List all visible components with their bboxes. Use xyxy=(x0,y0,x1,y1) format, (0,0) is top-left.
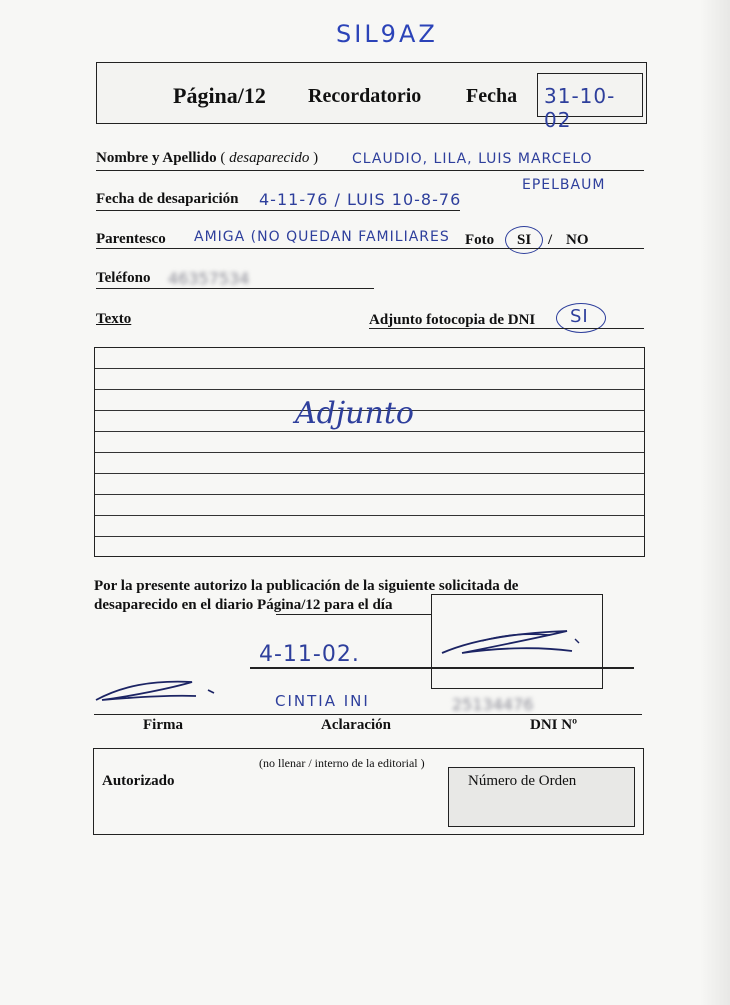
name-value-line2: EPELBAUM xyxy=(522,177,606,193)
publish-underline xyxy=(276,614,432,615)
ruled-line xyxy=(95,389,644,390)
text-label: Texto xyxy=(96,311,132,327)
internal-box xyxy=(93,748,644,835)
disappearance-label: Fecha de desaparición xyxy=(96,191,239,207)
name-underline xyxy=(96,170,644,171)
name-label-close-paren: ) xyxy=(309,150,319,166)
header-box xyxy=(96,62,647,132)
relationship-label: Parentesco xyxy=(96,231,166,247)
clarification-label: Aclaración xyxy=(321,717,391,733)
text-box-handwriting: Adjunto xyxy=(295,396,414,431)
name-value-line1: CLAUDIO, LILA, LUIS MARCELO xyxy=(352,151,593,167)
phone-underline xyxy=(96,288,374,289)
dni-value: 25134476 xyxy=(452,695,534,714)
relationship-underline xyxy=(96,248,644,249)
photo-separator: / xyxy=(548,232,553,248)
applicant-signature xyxy=(92,676,232,706)
authorization-line1: Por la presente autorizo la publicación de la siguiente solicitada de xyxy=(94,578,519,594)
dni-label: DNI Nº xyxy=(530,717,578,733)
signature-label: Firma xyxy=(143,717,183,733)
date-box xyxy=(537,73,643,132)
ruled-line xyxy=(95,473,644,474)
ruled-line xyxy=(95,452,644,453)
disappearance-underline xyxy=(96,210,460,211)
photo-label: Foto xyxy=(465,232,495,248)
clarification-value: CINTIA INI xyxy=(275,692,370,710)
publish-date: 4-11-02. xyxy=(259,642,360,667)
name-label-text: Nombre y Apellido xyxy=(96,150,217,166)
name-label-open-paren: ( xyxy=(220,150,230,166)
newspaper-name: Página/12 xyxy=(173,83,266,108)
ruled-line xyxy=(95,536,644,537)
phone-value: 46357534 xyxy=(168,269,250,288)
authorized-label: Autorizado xyxy=(102,773,175,789)
internal-note: (no llenar / interno de la editorial ) xyxy=(259,756,425,770)
phone-label: Teléfono xyxy=(96,270,151,286)
order-number-box xyxy=(448,767,635,827)
name-label xyxy=(96,150,318,167)
disappearance-value: 4-11-76 / LUIS 10-8-76 xyxy=(259,190,462,209)
date-value: 31-10-02 xyxy=(544,84,616,132)
authorization-line2: desaparecido en el diario Página/12 para el día xyxy=(94,597,393,613)
name-label-paren: desaparecido xyxy=(229,150,310,166)
ruled-line xyxy=(95,515,644,516)
signature-line xyxy=(94,714,642,715)
order-number-label: Número de Orden xyxy=(468,773,577,789)
page-edge xyxy=(700,0,730,1005)
ruled-line xyxy=(95,368,644,369)
photo-yes: SI xyxy=(517,232,532,248)
form-title: Recordatorio xyxy=(308,85,422,107)
ruled-line xyxy=(95,431,644,432)
ruled-line xyxy=(95,494,644,495)
editor-signature-box xyxy=(431,594,603,689)
dni-copy-label: Adjunto fotocopia de DNI xyxy=(369,312,536,328)
publish-date-line xyxy=(250,667,634,669)
photo-no: NO xyxy=(566,232,589,248)
editor-signature-mark xyxy=(432,595,602,688)
text-underline xyxy=(369,328,644,329)
date-label: Fecha xyxy=(466,85,518,107)
relationship-value: AMIGA (NO QUEDAN FAMILIARES xyxy=(194,229,450,245)
text-box xyxy=(94,347,645,557)
stamp-code: SIL9AZ xyxy=(336,20,438,48)
dni-copy-value: SI xyxy=(570,306,589,327)
